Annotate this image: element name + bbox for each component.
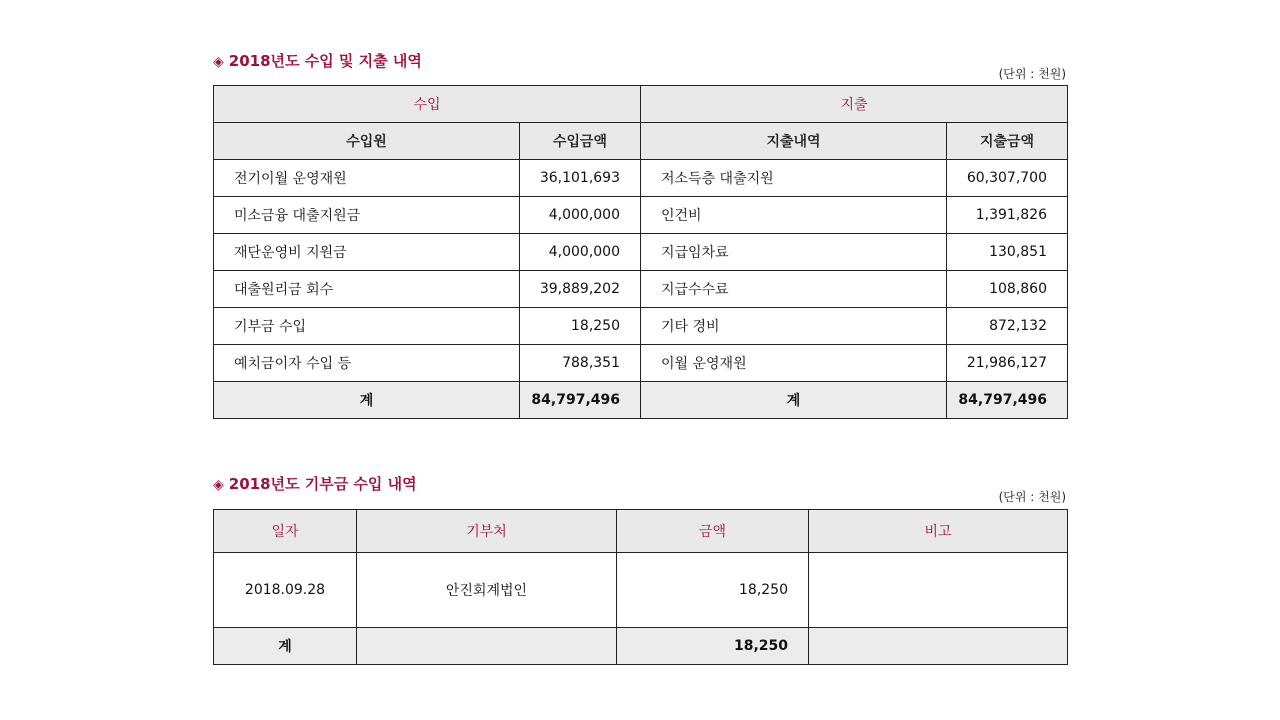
income-amount-cell: 18,250 bbox=[520, 308, 641, 345]
total-amount: 18,250 bbox=[617, 628, 809, 665]
section1-title: ◈ 2018년도 수입 및 지출 내역 bbox=[213, 52, 422, 70]
col-income-source: 수입원 bbox=[214, 123, 520, 160]
col-donor: 기부처 bbox=[357, 510, 617, 553]
expense-amount-cell: 21,986,127 bbox=[947, 345, 1068, 382]
expense-item-cell: 인건비 bbox=[641, 197, 947, 234]
income-group-header: 수입 bbox=[214, 86, 641, 123]
section1-unit: (단위 : 천원) bbox=[998, 67, 1066, 81]
table-row bbox=[214, 160, 1068, 197]
table-row bbox=[214, 234, 1068, 271]
expense-amount-cell: 872,132 bbox=[947, 308, 1068, 345]
table-row bbox=[214, 271, 1068, 308]
section2-unit: (단위 : 천원) bbox=[998, 490, 1066, 504]
total-label: 계 bbox=[214, 628, 357, 665]
income-source-cell: 기부금 수입 bbox=[214, 308, 520, 345]
income-amount-cell: 4,000,000 bbox=[520, 234, 641, 271]
expense-item-cell: 지급수수료 bbox=[641, 271, 947, 308]
expense-amount-cell: 108,860 bbox=[947, 271, 1068, 308]
expense-amount-cell: 130,851 bbox=[947, 234, 1068, 271]
income-amount-cell: 39,889,202 bbox=[520, 271, 641, 308]
expense-total-label: 계 bbox=[641, 382, 947, 419]
expense-total-amount: 84,797,496 bbox=[947, 382, 1068, 419]
total-row bbox=[214, 628, 1068, 665]
expense-amount-cell: 1,391,826 bbox=[947, 197, 1068, 234]
income-total-amount: 84,797,496 bbox=[520, 382, 641, 419]
income-amount-cell: 4,000,000 bbox=[520, 197, 641, 234]
income-amount-cell: 36,101,693 bbox=[520, 160, 641, 197]
donation-table bbox=[213, 509, 1068, 665]
total-row bbox=[214, 382, 1068, 419]
expense-item-cell: 지급임차료 bbox=[641, 234, 947, 271]
income-source-cell: 예치금이자 수입 등 bbox=[214, 345, 520, 382]
col-expense-item: 지출내역 bbox=[641, 123, 947, 160]
table-row bbox=[214, 197, 1068, 234]
income-expense-table bbox=[213, 85, 1068, 419]
income-source-cell: 미소금융 대출지원금 bbox=[214, 197, 520, 234]
col-amount: 금액 bbox=[617, 510, 809, 553]
diamond-bullet-icon: ◈ bbox=[213, 54, 224, 70]
col-note: 비고 bbox=[809, 510, 1068, 553]
amount-cell: 18,250 bbox=[617, 553, 809, 628]
col-date: 일자 bbox=[214, 510, 357, 553]
expense-item-cell: 저소득층 대출지원 bbox=[641, 160, 947, 197]
table-row bbox=[214, 308, 1068, 345]
section2-title: ◈ 2018년도 기부금 수입 내역 bbox=[213, 475, 417, 493]
table-row bbox=[214, 553, 1068, 628]
total-note-empty bbox=[809, 628, 1068, 665]
income-source-cell: 대출원리금 회수 bbox=[214, 271, 520, 308]
expense-item-cell: 기타 경비 bbox=[641, 308, 947, 345]
col-expense-amount: 지출금액 bbox=[947, 123, 1068, 160]
income-amount-cell: 788,351 bbox=[520, 345, 641, 382]
expense-item-cell: 이월 운영재원 bbox=[641, 345, 947, 382]
donor-cell: 안진회계법인 bbox=[357, 553, 617, 628]
note-cell bbox=[809, 553, 1068, 628]
diamond-bullet-icon: ◈ bbox=[213, 477, 224, 493]
expense-group-header: 지출 bbox=[641, 86, 1068, 123]
income-source-cell: 전기이월 운영재원 bbox=[214, 160, 520, 197]
total-donor-empty bbox=[357, 628, 617, 665]
col-income-amount: 수입금액 bbox=[520, 123, 641, 160]
income-source-cell: 재단운영비 지원금 bbox=[214, 234, 520, 271]
expense-amount-cell: 60,307,700 bbox=[947, 160, 1068, 197]
date-cell: 2018.09.28 bbox=[214, 553, 357, 628]
table-row bbox=[214, 345, 1068, 382]
income-total-label: 계 bbox=[214, 382, 520, 419]
